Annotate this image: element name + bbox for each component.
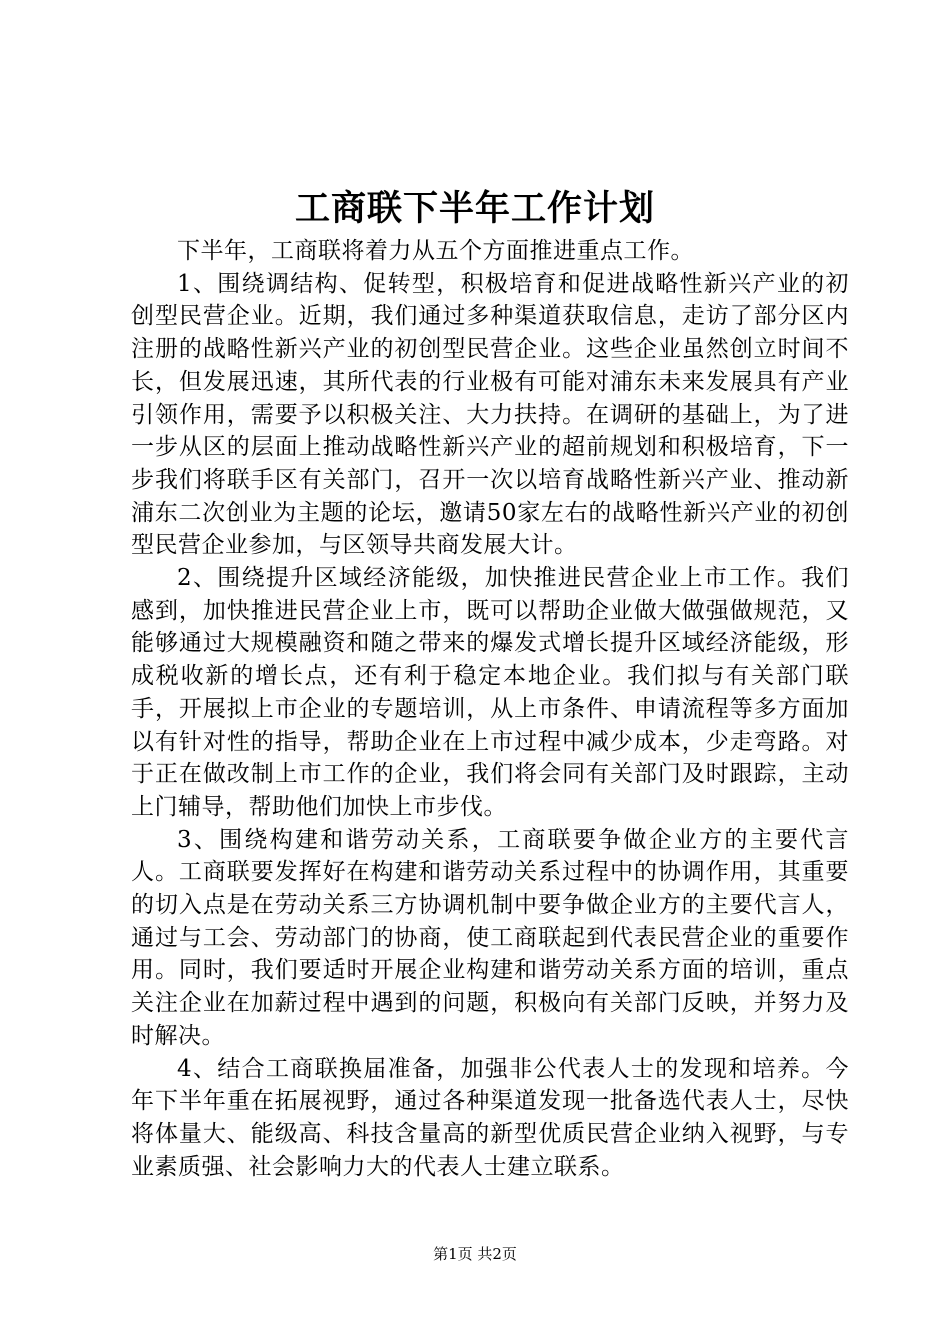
paragraph-item-3: 3、围绕构建和谐劳动关系，工商联要争做企业方的主要代言人。工商联要发挥好在构建和谐劳动关系过程中的协调作用，其重要的切入点是在劳动关系三方协调机制中要争做企业方的主要代言人，通过与工会、劳动部门的协商，使工商联起到代表民营企业的重要作用。同时，我们要适时开展企业构建和谐劳动关系方面的培训，重点关注企业在加薪过程中遇到的问题，积极向有关部门反映，并努力及时解决。 xyxy=(131,826,849,1049)
document-body xyxy=(131,235,849,1183)
paragraph-item-4: 4、结合工商联换届准备，加强非公代表人士的发现和培养。今年下半年重在拓展视野，通过各种渠道发现一批备选代表人士，尽快将体量大、能级高、科技含量高的新型优质民营企业纳入视野，与专业素质强、社会影响力大的代表人士建立联系。 xyxy=(131,1055,849,1180)
page-footer xyxy=(0,1244,950,1264)
paragraph-intro: 下半年，工商联将着力从五个方面推进重点工作。 xyxy=(177,238,694,264)
paragraph-item-1: 1、围绕调结构、促转型，积极培育和促进战略性新兴产业的初创型民营企业。近期，我们通过多种渠道获取信息，走访了部分区内注册的战略性新兴产业的初创型民营企业。这些企业虽然创立时间不长，但发展迅速，其所代表的行业极有可能对浦东未来发展具有产业引领作用，需要予以积极关注、大力扶持。在调研的基础上，为了进一步从区的层面上推动战略性新兴产业的超前规划和积极培育，下一步我们将联手区有关部门，召开一次以培育战略性新兴产业、推动新浦东二次创业为主题的论坛，邀请50家左右的战略性新兴产业的初创型民营企业参加，与区领导共商发展大计。 xyxy=(131,270,849,559)
paragraph-item-2: 2、围绕提升区域经济能级，加快推进民营企业上市工作。我们感到，加快推进民营企业上市，既可以帮助企业做大做强做规范，又能够通过大规模融资和随之带来的爆发式增长提升区域经济能级，形成税收新的增长点，还有利于稳定本地企业。我们拟与有关部门联手，开展拟上市企业的专题培训，从上市条件、申请流程等多方面加以有针对性的指导，帮助企业在上市过程中减少成本，少走弯路。对于正在做改制上市工作的企业，我们将会同有关部门及时跟踪，主动上门辅导，帮助他们加快上市步伐。 xyxy=(131,565,849,820)
document-title: 工商联下半年工作计划 xyxy=(294,188,655,229)
page-number-indicator: 第1页 共2页 xyxy=(433,1245,517,1263)
